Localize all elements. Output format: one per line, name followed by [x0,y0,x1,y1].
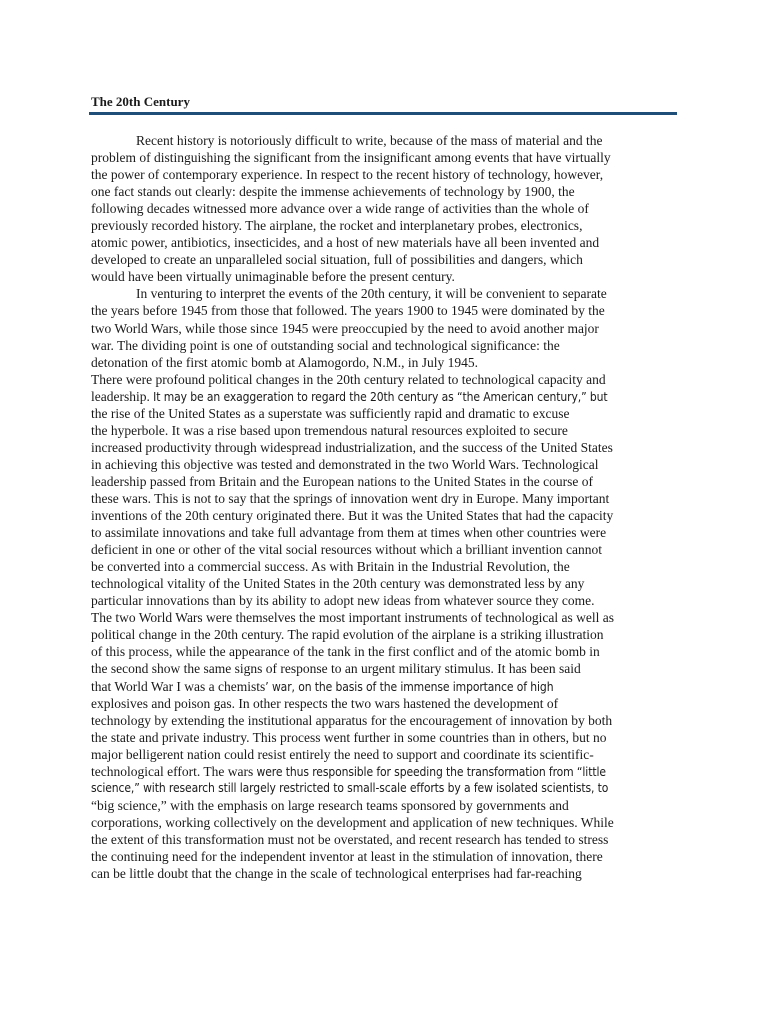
text-line: one fact stands out clearly: despite the immense achievements of technology by 1900, the [91,184,575,200]
text-line: There were profound political changes in the 20th century related to technological capacity and [91,371,606,387]
text-line: would have been virtually unimaginable before the present century. [91,269,455,285]
text-line: “big science,” with the emphasis on large research teams sponsored by governments and [91,797,569,813]
text-line: problem of distinguishing the significant from the insignificant among events that have virtually [91,150,611,166]
text-line: be converted into a commercial success. As with Britain in the Industrial Revolution, the [91,559,570,575]
text-line: In venturing to interpret the events of the 20th century, it will be convenient to separate [136,286,607,302]
text-line: following decades witnessed more advance over a wide range of activities than the whole of [91,201,589,217]
text-line [91,678,679,695]
text-line: major belligerent nation could resist entirely the need to support and coordinate its scientific- [91,746,594,762]
text-line: the continuing need for the independent inventor at least in the stimulation of innovation, there [91,848,603,864]
text-line: the rise of the United States as a superstate was sufficiently rapid and dramatic to excuse [91,405,570,421]
text-run-sans: It may be an exaggeration to regard the 20th century as “the American century,” but [149,389,608,404]
text-line: atomic power, antibiotics, insecticides, and a host of new materials have all been invented and [91,235,600,251]
text-line: two World Wars, while those since 1945 were preoccupied by the need to avoid another major [91,320,599,336]
text-line: in achieving this objective was tested and demonstrated in the two World Wars. Technological [91,456,599,472]
text-line: to assimilate innovations and take full advantage from them at times when other countries were [91,525,607,541]
text-line [91,388,679,405]
text-line: can be little doubt that the change in the scale of technological enterprises had far-reaching [91,866,582,882]
text-line: inventions of the 20th century originated there. But it was the United States that had the capacity [91,508,614,524]
text-line: war. The dividing point is one of outstanding social and technological significance: the [91,337,560,353]
text-line: developed to create an unparalleled social situation, full of possibilities and dangers, which [91,252,583,268]
document-title: The 20th Century [91,94,190,109]
text-line: previously recorded history. The airplane, the rocket and interplanetary probes, electronics, [91,218,583,234]
text-run-serif: that World War I was a chemists [91,678,266,694]
text-line: particular innovations than by its ability to adopt new ideas from whatever source they come. [91,593,595,609]
text-line: detonation of the first atomic bomb at Alamogordo, N.M., in July 1945. [91,354,478,370]
text-line: deficient in one or other of the vital social resources without which a brilliant invention cannot [91,542,602,558]
text-line: the power of contemporary experience. In respect to the recent history of technology, however, [91,167,604,183]
text-line: The two World Wars were themselves the most important instruments of technological as well as [91,610,614,626]
text-line [91,763,679,780]
text-line: political change in the 20th century. The rapid evolution of the airplane is a striking illustration [91,627,604,643]
text-line: increased productivity through widespread industrialization, and the success of the United States [91,439,613,455]
text-line: the hyperbole. It was a rise based upon tremendous natural resources exploited to secure [91,422,568,438]
text-line: leadership passed from Britain and the European nations to the United States in the course of [91,473,593,489]
text-line: technology by extending the institutional apparatus for the encouragement of innovation by both [91,712,613,728]
text-line: the second show the same signs of response to an urgent military stimulus. It has been said [91,661,581,677]
text-line: Recent history is notoriously difficult to write, because of the mass of material and the [136,133,603,148]
text-line: the state and private industry. This process went further in some countries than in others, but no [91,729,607,745]
text-run-sans: ’ war, on the basis of the immense importance of high [265,679,554,694]
text-line: the extent of this transformation must not be overstated, and recent research has tended to stress [91,831,609,847]
text-line: these wars. This is not to say that the springs of innovation went dry in Europe. Many important [91,490,610,506]
text-run-serif: technological effort. The wars [91,763,254,779]
text-line: of this process, while the appearance of the tank in the first conflict and of the atomic bomb in [91,644,600,660]
text-run-serif: leadership. [91,388,150,404]
title-underline-rule [89,112,677,115]
text-line: the years before 1945 from those that followed. The years 1900 to 1945 were dominated by the [91,303,605,319]
text-line: science,” with research still largely restricted to small-scale efforts by a few isolated scientists, to [91,780,609,795]
text-line: explosives and poison gas. In other respects the two wars hastened the development of [91,695,559,711]
document-body [91,132,679,882]
text-line: corporations, working collectively on the development and application of new techniques. While [91,814,614,830]
text-run-sans: were thus responsible for speeding the transformation from “little [253,764,606,779]
text-line: technological vitality of the United States in the 20th century was demonstrated less by any [91,576,585,592]
